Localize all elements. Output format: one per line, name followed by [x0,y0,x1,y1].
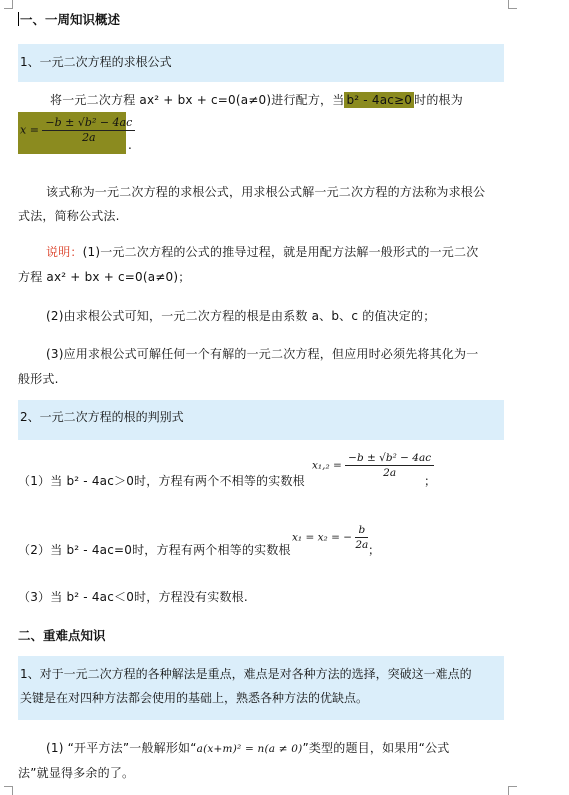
case-3-text: （3）当 b² - 4ac＜0时，方程没有实数根. [18,590,248,604]
subsection-band-3 [18,656,504,720]
case-2-lhs: x₁ = x₂ = − [292,531,353,544]
case-1-lhs: x₁,₂ = [312,459,342,472]
last-text-pre: (1) “开平方法”一般解形如“ [46,741,197,755]
root-formula [20,116,135,145]
paragraph-text: 将一元二次方程 ax² + bx + c=0(a≠0)进行配方，当 [50,93,345,107]
formula-fraction [42,116,135,145]
formula-period: . [128,138,132,152]
case-2-numerator: b [355,523,368,538]
note-item-3-line1: (3)应用求根公式可解任何一个有解的一元二次方程，但应用时必须先将其化为一 [46,347,479,361]
last-paragraph-line2: 法”就显得多余的了。 [18,766,135,780]
note-line2: 方程 ax² + bx + c=0(a≠0)； [18,270,191,284]
paragraph-root-formula [50,91,463,108]
discriminant-highlight: b² - 4ac≥0 [346,93,413,107]
case-1-text: （1）当 b² - 4ac＞0时，方程有两个不相等的实数根 [18,474,305,488]
subsection-band-2 [18,400,504,440]
section-heading-1 [18,10,120,28]
band-3-line1: 1、对于一元二次方程的各种解法是重点，难点是对各种方法的选择，突破这一难点的 [20,667,472,681]
case-2-fraction [355,523,368,552]
case-2-text: （2）当 b² - 4ac=0时，方程有两个相等的实数根 [18,543,291,557]
case-2-formula [292,523,368,552]
subsection-title-1: 1、一元二次方程的求根公式 [20,55,172,69]
case-1-formula [312,451,434,480]
corner-mark-top-right [508,0,517,9]
corner-mark-top-left [4,0,13,9]
last-formula: a(x+m)² = n(a ≠ 0) [196,743,303,755]
note-text-1: (1)一元二次方程的公式的推导过程，就是用配方法解一般形式的一元二次 [82,245,479,259]
note-item-2: (2)由求根公式可知，一元二次方程的根是由系数 a、b、c 的值决定的； [46,309,436,323]
case-1-semicolon: ； [424,474,437,488]
case-2-semicolon: ； [368,543,381,557]
subsection-band-1 [18,44,504,82]
case-1-denominator: 2a [383,467,397,479]
last-text-post: ”类型的题目，如果用“公式 [302,741,450,755]
formula-denominator: 2a [82,131,96,144]
last-paragraph-line1 [46,739,450,756]
section-heading-2: 二、重难点知识 [18,628,106,643]
section-heading-prefix: 一、 [20,12,46,27]
note-item-3-line2: 般形式. [18,372,59,386]
formula-lhs: x = [20,123,39,137]
text-cursor [18,12,19,26]
paragraph-text-after: 时的根为 [414,93,463,107]
case-1-fraction [345,451,434,480]
paragraph-definition-line2: 式法，简称公式法. [18,209,120,223]
paragraph-definition-line1: 该式称为一元二次方程的求根公式，用求根公式解一元二次方程的方法称为求根公 [46,185,486,199]
case-1-numerator: −b ± √b² − 4ac [345,451,434,466]
band-3-line2: 关键是在对四种方法都会使用的基础上，熟悉各种方法的优缺点。 [20,691,369,705]
subsection-title-2: 2、一元二次方程的根的判别式 [20,410,184,424]
note-line1 [46,243,478,260]
formula-numerator: −b ± √b² − 4ac [42,116,135,131]
note-label: 说明： [46,245,83,259]
case-2-denominator: 2a [355,539,369,551]
section-heading-title: 一周知识概述 [45,12,121,27]
